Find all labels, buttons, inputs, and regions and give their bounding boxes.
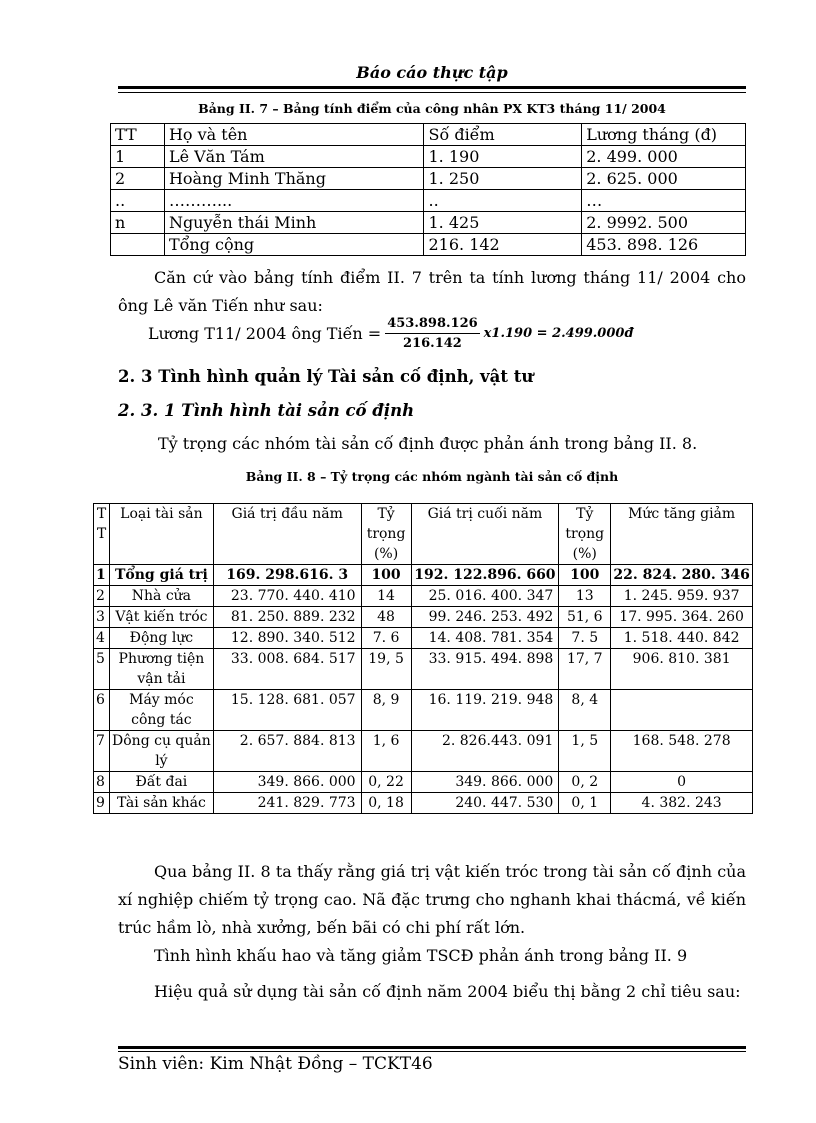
table8-cell: 33. 915. 494. 898 <box>411 649 559 690</box>
table8-cell: 17. 995. 364. 260 <box>611 607 753 628</box>
table8-cell: 168. 548. 278 <box>611 731 753 772</box>
formula-tail: x1.190 = 2.499.000đ <box>483 326 634 341</box>
table8-header-cell: Loại tài sản <box>109 504 213 565</box>
table8-cell: 2. 657. 884. 813 <box>213 731 361 772</box>
table8-cell: 33. 008. 684. 517 <box>213 649 361 690</box>
table8-cell: 2. 826.443. 091 <box>411 731 559 772</box>
table8-cell: Vật kiến tróc <box>109 607 213 628</box>
table8-cell: 0, 2 <box>559 772 611 793</box>
table8-cell: 9 <box>94 793 110 814</box>
formula-numerator: 453.898.126 <box>385 316 479 334</box>
table7-header-cell: Họ và tên <box>164 124 424 146</box>
table8-cell: 23. 770. 440. 410 <box>213 586 361 607</box>
table8-cell: 14 <box>361 586 411 607</box>
table8-cell: 16. 119. 219. 948 <box>411 690 559 731</box>
table8-header-cell: Tỷ trọng (%) <box>559 504 611 565</box>
table8-header-cell: Giá trị cuối năm <box>411 504 559 565</box>
table7-cell <box>111 234 165 256</box>
table8-cell: 8 <box>94 772 110 793</box>
header-rule <box>118 86 746 89</box>
table8-cell: 1 <box>94 565 110 586</box>
table8-row <box>94 731 753 772</box>
table8-cell: 25. 016. 400. 347 <box>411 586 559 607</box>
table7-header-row <box>111 124 746 146</box>
table8-row <box>94 690 753 731</box>
table8-cell: 1, 6 <box>361 731 411 772</box>
table8-caption: Bảng II. 8 – Tỷ trọng các nhóm ngành tài sản cố định <box>245 469 619 484</box>
table8-cell: 81. 250. 889. 232 <box>213 607 361 628</box>
table8-cell: 22. 824. 280. 346 <box>611 565 753 586</box>
table8-cell: Phương tiện vận tải <box>109 649 213 690</box>
table8-cell: 1, 5 <box>559 731 611 772</box>
table8-cell <box>611 690 753 731</box>
table7-cell: .. <box>111 190 165 212</box>
table7-cell: ………... <box>164 190 424 212</box>
table8-cell: 5 <box>94 649 110 690</box>
table7-cell: 1. 250 <box>424 168 582 190</box>
table8 <box>93 503 753 814</box>
table8-cell: 48 <box>361 607 411 628</box>
page-footer: Sinh viên: Kim Nhật Đồng – TCKT46 <box>118 1054 433 1074</box>
table8-row <box>94 793 753 814</box>
table7-cell: 2. 625. 000 <box>582 168 746 190</box>
table8-cell: 99. 246. 253. 492 <box>411 607 559 628</box>
table8-cell: 13 <box>559 586 611 607</box>
subsection-heading: 2. 3. 1 Tình hình tài sản cố định <box>118 401 415 420</box>
table7-row <box>111 234 746 256</box>
table8-cell: 7 <box>94 731 110 772</box>
table8-cell: Tổng giá trị <box>109 565 213 586</box>
section-heading: 2. 3 Tình hình quản lý Tài sản cố định, vật tư <box>118 367 534 386</box>
table8-row <box>94 628 753 649</box>
table8-cell: 0, 18 <box>361 793 411 814</box>
table8-cell: 12. 890. 340. 512 <box>213 628 361 649</box>
footer-rule-thin <box>118 1051 746 1052</box>
table7-cell: 1. 190 <box>424 146 582 168</box>
table8-cell: 8, 4 <box>559 690 611 731</box>
table7-cell: 216. 142 <box>424 234 582 256</box>
table7-header-cell: Lương tháng (đ) <box>582 124 746 146</box>
table7-cell: 1 <box>111 146 165 168</box>
footer-rule <box>118 1046 746 1049</box>
table8-cell: 169. 298.616. 3 <box>213 565 361 586</box>
table7-row <box>111 168 746 190</box>
table8-cell: 240. 447. 530 <box>411 793 559 814</box>
table8-cell: Máy móc công tác <box>109 690 213 731</box>
table7-cell: .. <box>424 190 582 212</box>
table8-cell: 2 <box>94 586 110 607</box>
table8-cell: 1. 245. 959. 937 <box>611 586 753 607</box>
paragraph-4: Tình hình khấu hao và tăng giảm TSCĐ phản ánh trong bảng II. 9 <box>154 946 688 965</box>
table8-cell: 6 <box>94 690 110 731</box>
table7-cell: Lê Văn Tám <box>164 146 424 168</box>
table8-cell: 4. 382. 243 <box>611 793 753 814</box>
table7-header-cell: Số điểm <box>424 124 582 146</box>
table7-caption: Bảng II. 7 – Bảng tính điểm của công nhân PX KT3 tháng 11/ 2004 <box>198 101 666 116</box>
table7-cell: 2 <box>111 168 165 190</box>
table7-cell: 1. 425 <box>424 212 582 234</box>
table8-cell: 906. 810. 381 <box>611 649 753 690</box>
table8-cell: 0 <box>611 772 753 793</box>
paragraph-5: Hiệu quả sử dụng tài sản cố định năm 2004 biểu thị bằng 2 chỉ tiêu sau: <box>154 982 741 1001</box>
table8-header-row <box>94 504 753 565</box>
table8-cell: 0, 22 <box>361 772 411 793</box>
table7-cell: 453. 898. 126 <box>582 234 746 256</box>
table7-cell: … <box>582 190 746 212</box>
table7 <box>110 123 746 256</box>
table7-cell: Hoàng Minh Thăng <box>164 168 424 190</box>
table8-cell: 19, 5 <box>361 649 411 690</box>
table8-row <box>94 586 753 607</box>
header-rule-thin <box>118 92 746 93</box>
table7-row <box>111 212 746 234</box>
page-header-title: Báo cáo thực tập <box>356 63 508 82</box>
table8-cell: 8, 9 <box>361 690 411 731</box>
table8-header-cell: Mức tăng giảm <box>611 504 753 565</box>
table8-cell: 7. 5 <box>559 628 611 649</box>
formula-denominator: 216.142 <box>403 336 462 351</box>
formula-label: Lương T11/ 2004 ông Tiến = <box>148 324 382 343</box>
table8-header-cell: Tỷ trọng (%) <box>361 504 411 565</box>
table7-cell: Nguyễn thái Minh <box>164 212 424 234</box>
table8-cell: 7. 6 <box>361 628 411 649</box>
table8-cell: 241. 829. 773 <box>213 793 361 814</box>
table8-cell: 100 <box>559 565 611 586</box>
table8-row <box>94 772 753 793</box>
table8-header-cell: Giá trị đầu năm <box>213 504 361 565</box>
table8-cell: Động lực <box>109 628 213 649</box>
table8-cell: 0, 1 <box>559 793 611 814</box>
table8-row <box>94 607 753 628</box>
table8-cell: Dông cụ quản lý <box>109 731 213 772</box>
table8-cell: 100 <box>361 565 411 586</box>
salary-formula <box>148 316 634 351</box>
table8-cell: 14. 408. 781. 354 <box>411 628 559 649</box>
table8-row <box>94 649 753 690</box>
table8-cell: Nhà cửa <box>109 586 213 607</box>
formula-fraction <box>385 316 479 351</box>
table8-header-cell: T T <box>94 504 110 565</box>
table7-cell: 2. 499. 000 <box>582 146 746 168</box>
table8-cell: 3 <box>94 607 110 628</box>
table8-cell: Đất đai <box>109 772 213 793</box>
table8-cell: Tài sản khác <box>109 793 213 814</box>
paragraph-3: Qua bảng II. 8 ta thấy rằng giá trị vật kiến tróc trong tài sản cố định của xí nghiệp chiếm tỷ trọng cao. Nã đặc trưng cho nghanh khai thácmá, về kiến trúc hầm lò, nhà xưởng, bến bãi có chi phí rất lớn. <box>118 862 746 937</box>
table7-cell: Tổng cộng <box>164 234 424 256</box>
table8-cell: 192. 122.896. 660 <box>411 565 559 586</box>
table7-row <box>111 190 746 212</box>
table7-cell: 2. 9992. 500 <box>582 212 746 234</box>
table8-cell: 349. 866. 000 <box>411 772 559 793</box>
table8-cell: 15. 128. 681. 057 <box>213 690 361 731</box>
paragraph-2: Tỷ trọng các nhóm tài sản cố định được phản ánh trong bảng II. 8. <box>158 434 698 453</box>
table7-row <box>111 146 746 168</box>
paragraph-1: Căn cứ vào bảng tính điểm II. 7 trên ta tính lương tháng 11/ 2004 cho ông Lê văn Tiến như sau: <box>118 268 746 315</box>
table7-header-cell: TT <box>111 124 165 146</box>
table8-cell: 349. 866. 000 <box>213 772 361 793</box>
table8-cell: 1. 518. 440. 842 <box>611 628 753 649</box>
table8-cell: 51, 6 <box>559 607 611 628</box>
table8-cell: 4 <box>94 628 110 649</box>
table8-row <box>94 565 753 586</box>
table7-cell: n <box>111 212 165 234</box>
table8-cell: 17, 7 <box>559 649 611 690</box>
